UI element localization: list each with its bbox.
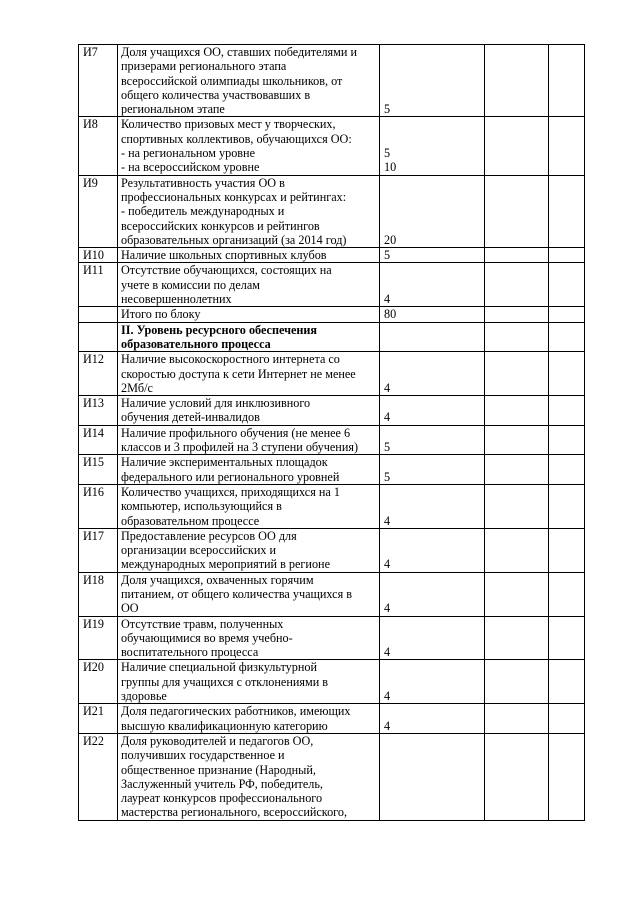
indicator-code-cell: И11 <box>79 263 118 307</box>
indicator-code-cell: И10 <box>79 248 118 263</box>
max-score-cell <box>380 248 485 263</box>
score-value: 4 <box>384 689 391 704</box>
max-score-cell <box>380 396 485 426</box>
empty-cell <box>485 660 549 704</box>
description-line: лауреат конкурсов профессионального <box>121 791 323 806</box>
description-line: Доля учащихся, охваченных горячим <box>121 572 314 587</box>
empty-cell <box>485 616 549 660</box>
score-value: 5 <box>384 469 391 484</box>
empty-cell <box>485 117 549 175</box>
max-score-cell <box>380 175 485 247</box>
indicator-description-cell <box>118 425 380 455</box>
max-score-cell <box>380 484 485 528</box>
max-score-cell <box>380 263 485 307</box>
description-line: мастерства регионального, всероссийского, <box>121 805 348 820</box>
description-line: воспитательного процесса <box>121 645 259 660</box>
max-score-cell <box>380 455 485 485</box>
description-line: Отсутствие травм, полученных <box>121 616 284 631</box>
indicator-code-cell: И21 <box>79 704 118 734</box>
max-score-cell <box>380 425 485 455</box>
indicator-description-cell <box>118 263 380 307</box>
description-line: Итого по блоку <box>121 307 201 322</box>
table-row <box>79 704 585 734</box>
indicator-code-cell: И15 <box>79 455 118 485</box>
description-line: Количество учащихся, приходящихся на 1 <box>121 484 340 499</box>
empty-cell <box>549 322 585 352</box>
empty-cell <box>549 528 585 572</box>
indicator-description-cell <box>118 175 380 247</box>
description-line: Доля учащихся ОО, ставших победителями и <box>121 45 357 59</box>
description-line: федерального или регионального уровней <box>121 469 340 484</box>
max-score-cell <box>380 322 485 352</box>
empty-cell <box>485 572 549 616</box>
description-line: Наличие специальной физкультурной <box>121 660 317 675</box>
table-row <box>79 660 585 704</box>
score-value: 4 <box>384 380 391 395</box>
score-value: 4 <box>384 513 391 528</box>
table-row <box>79 45 585 117</box>
empty-cell <box>549 660 585 704</box>
indicator-code-cell: И22 <box>79 733 118 820</box>
section-header-row <box>79 322 585 352</box>
indicator-description-cell <box>118 396 380 426</box>
description-line: компьютер, использующийся в <box>121 499 282 514</box>
empty-cell <box>485 175 549 247</box>
max-score-cell <box>380 307 485 322</box>
empty-cell <box>485 263 549 307</box>
description-line: образовательном процессе <box>121 513 260 528</box>
empty-cell <box>485 307 549 322</box>
table-row <box>79 455 585 485</box>
empty-cell <box>549 175 585 247</box>
description-line: классов и 3 профилей на 3 ступени обучения) <box>121 440 359 455</box>
description-line: Отсутствие обучающихся, состоящих на <box>121 263 332 278</box>
empty-cell <box>485 733 549 820</box>
description-line: питанием, от общего количества учащихся в <box>121 586 352 601</box>
criteria-table-body <box>79 45 585 821</box>
indicator-code-cell <box>79 322 118 352</box>
indicator-code-cell: И17 <box>79 528 118 572</box>
description-line: общего количества участвовавших в <box>121 87 311 102</box>
table-row <box>79 263 585 307</box>
description-line: Наличие школьных спортивных клубов <box>121 248 327 263</box>
description-line: Предоставление ресурсов ОО для <box>121 528 297 543</box>
max-score-cell <box>380 45 485 117</box>
indicator-code-cell: И13 <box>79 396 118 426</box>
empty-cell <box>485 528 549 572</box>
empty-cell <box>485 45 549 117</box>
indicator-description-cell <box>118 352 380 396</box>
score-value: 4 <box>384 645 391 660</box>
description-line: Количество призовых мест у творческих, <box>121 117 336 132</box>
description-line: высшую квалификационную категорию <box>121 718 328 733</box>
empty-cell <box>485 455 549 485</box>
score-value: 4 <box>384 601 391 616</box>
description-line: скоростью доступа к сети Интернет не менее <box>121 366 356 381</box>
max-score-cell <box>380 528 485 572</box>
empty-cell <box>549 572 585 616</box>
description-line: образовательного процесса <box>121 336 271 351</box>
empty-cell <box>485 704 549 734</box>
description-line: - победитель международных и <box>121 204 285 219</box>
description-line: Доля руководителей и педагогов ОО, <box>121 733 314 748</box>
score-value: 5 <box>384 102 391 117</box>
empty-cell <box>549 307 585 322</box>
criteria-table <box>78 44 585 821</box>
empty-cell <box>549 704 585 734</box>
indicator-description-cell <box>118 733 380 820</box>
table-row <box>79 484 585 528</box>
table-row <box>79 616 585 660</box>
description-line: организации всероссийских и <box>121 543 276 558</box>
indicator-description-cell <box>118 484 380 528</box>
description-line: Наличие профильного обучения (не менее 6 <box>121 425 351 440</box>
table-row <box>79 117 585 175</box>
description-line: всероссийской олимпиады школьников, от <box>121 73 343 88</box>
indicator-description-cell <box>118 455 380 485</box>
indicator-code-cell: И12 <box>79 352 118 396</box>
score-value: 4 <box>384 410 391 425</box>
score-value: 10 <box>384 160 397 175</box>
indicator-code-cell: И8 <box>79 117 118 175</box>
table-row <box>79 175 585 247</box>
description-line: призерами регионального этапа <box>121 59 287 74</box>
max-score-cell <box>380 352 485 396</box>
indicator-code-cell: И20 <box>79 660 118 704</box>
empty-cell <box>549 616 585 660</box>
description-line: Доля педагогических работников, имеющих <box>121 704 351 719</box>
description-line: получивших государственное и <box>121 748 285 763</box>
indicator-code-cell: И16 <box>79 484 118 528</box>
table-row <box>79 307 585 322</box>
empty-cell <box>485 352 549 396</box>
description-line: учете в комиссии по делам <box>121 277 261 292</box>
empty-cell <box>485 484 549 528</box>
max-score-cell <box>380 117 485 175</box>
indicator-code-cell: И18 <box>79 572 118 616</box>
table-row <box>79 733 585 820</box>
description-line: ОО <box>121 601 139 616</box>
empty-cell <box>485 425 549 455</box>
score-value: 4 <box>384 718 391 733</box>
description-line: профессиональных конкурсах и рейтингах: <box>121 189 347 204</box>
indicator-description-cell <box>118 322 380 352</box>
empty-cell <box>485 396 549 426</box>
empty-cell <box>549 484 585 528</box>
description-line: Наличие высокоскоростного интернета со <box>121 352 340 367</box>
description-line: 2Мб/с <box>121 380 153 395</box>
score-value: 20 <box>384 232 397 247</box>
empty-cell <box>485 248 549 263</box>
description-line: несовершеннолетних <box>121 292 232 307</box>
score-value: 4 <box>384 557 391 572</box>
max-score-cell <box>380 572 485 616</box>
score-value: 4 <box>384 292 391 307</box>
description-line: Заслуженный учитель РФ, победитель, <box>121 776 323 791</box>
description-line: - на региональном уровне <box>121 146 255 161</box>
description-line: Наличие экспериментальных площадок <box>121 455 328 470</box>
indicator-description-cell <box>118 572 380 616</box>
max-score-cell <box>380 704 485 734</box>
empty-cell <box>549 248 585 263</box>
description-line: - на всероссийском уровне <box>121 160 260 175</box>
indicator-code-cell: И7 <box>79 45 118 117</box>
empty-cell <box>549 733 585 820</box>
description-line: общественное признание (Народный, <box>121 762 316 777</box>
description-line: образовательных организаций (за 2014 год) <box>121 232 347 247</box>
indicator-description-cell <box>118 528 380 572</box>
table-row <box>79 352 585 396</box>
table-row <box>79 425 585 455</box>
description-line: II. Уровень ресурсного обеспечения <box>121 322 317 337</box>
empty-cell <box>549 425 585 455</box>
indicator-code-cell: И19 <box>79 616 118 660</box>
description-line: Результативность участия ОО в <box>121 175 285 190</box>
indicator-code-cell <box>79 307 118 322</box>
description-line: обучения детей-инвалидов <box>121 410 260 425</box>
description-line: спортивных коллективов, обучающихся ОО: <box>121 131 352 146</box>
indicator-description-cell <box>118 117 380 175</box>
max-score-cell <box>380 733 485 820</box>
indicator-description-cell <box>118 704 380 734</box>
table-row <box>79 396 585 426</box>
description-line: региональном этапе <box>121 102 225 117</box>
table-row <box>79 528 585 572</box>
empty-cell <box>485 322 549 352</box>
indicator-code-cell: И14 <box>79 425 118 455</box>
empty-cell <box>549 396 585 426</box>
description-line: всероссийских конкурсов и рейтингов <box>121 218 320 233</box>
description-line: Наличие условий для инклюзивного <box>121 396 311 411</box>
table-row <box>79 572 585 616</box>
empty-cell <box>549 455 585 485</box>
indicator-description-cell <box>118 45 380 117</box>
score-value: 5 <box>384 248 391 263</box>
description-line: группы для учащихся с отклонениями в <box>121 674 329 689</box>
score-value: 80 <box>384 307 397 322</box>
score-value: 5 <box>384 146 391 161</box>
empty-cell <box>549 263 585 307</box>
score-value: 5 <box>384 440 391 455</box>
table-row <box>79 248 585 263</box>
empty-cell <box>549 352 585 396</box>
indicator-description-cell <box>118 307 380 322</box>
indicator-code-cell: И9 <box>79 175 118 247</box>
description-line: здоровье <box>121 689 167 704</box>
indicator-description-cell <box>118 248 380 263</box>
indicator-description-cell <box>118 660 380 704</box>
indicator-description-cell <box>118 616 380 660</box>
max-score-cell <box>380 660 485 704</box>
max-score-cell <box>380 616 485 660</box>
empty-cell <box>549 117 585 175</box>
description-line: международных мероприятий в регионе <box>121 557 330 572</box>
empty-cell <box>549 45 585 117</box>
description-line: обучающимися во время учебно- <box>121 630 293 645</box>
